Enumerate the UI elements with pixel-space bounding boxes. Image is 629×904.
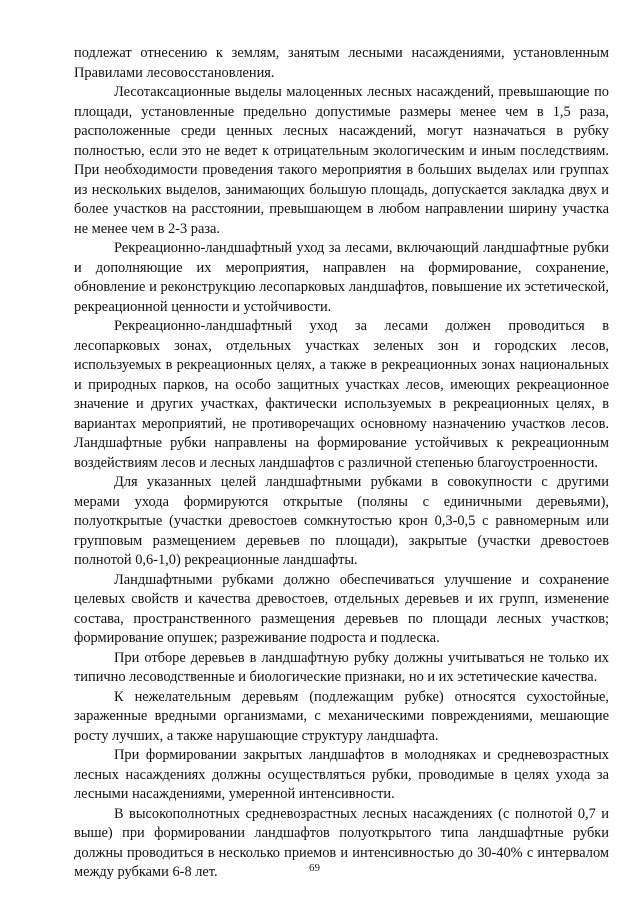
paragraph: Рекреационно-ландшафтный уход за лесами, включающий ландшафтные рубки и дополняющие их мероприятия, направлен на формирование, сохранение, обновление и реконструкцию лесопарковых ландшафтов, повышение их эстетической, рекреационной ценности и устойчивости. xyxy=(74,240,609,315)
paragraph: Рекреационно-ландшафтный уход за лесами должен проводиться в лесопарковых зонах, отдельных участках зеленых зон и городских лесов, используемых в рекреационных целях, а также в рекреационных зонах национальных и природных парков, на особо защитных участках лесов, имеющих рекреационное значение и других участках, фактически используемых в рекреационных целях, в вариантах мероприятий, не противоречащих основному назначению участков лесов. Ландшафтные рубки направлены на формирование устойчивых к рекреационным воздействиям лесов и лесных ландшафтов с различной степенью благоустроенности. xyxy=(74,318,609,471)
document-body xyxy=(74,44,609,883)
page-number: 69 xyxy=(309,862,320,874)
paragraph: В высокополнотных средневозрастных лесных насаждениях (с полнотой 0,7 и выше) при формировании ландшафтов полуоткрытого типа ландшафтные рубки должны проводиться в несколько приемов и интенсивностью до 30-40% с интервалом между рубками 6-8 лет. xyxy=(74,805,609,880)
paragraph: Ландшафтными рубками должно обеспечиваться улучшение и сохранение целевых свойств и качества древостоев, отдельных деревьев и их групп, изменение состава, пространственного размещения деревьев по площади лесных участков; формирование опушек; разреживание подроста и подлеска. xyxy=(74,571,609,646)
paragraph-continuation: подлежат отнесению к землям, занятым лесными насаждениями, установленным Правилами лесовосстановления. xyxy=(74,45,609,81)
paragraph: При отборе деревьев в ландшафтную рубку должны учитываться не только их типично лесоводственные и биологические признаки, но и их эстетические качества. xyxy=(74,649,609,685)
paragraph: Для указанных целей ландшафтными рубками в совокупности с другими мерами ухода формируются открытые (поляны с единичными деревьями), полуоткрытые (участки древостоев сомкнутостью крон 0,3-0,5 с равномерным или групповым размещением деревьев по площади), закрытые (участки древостоев полнотой 0,6-1,0) рекреационные ландшафты. xyxy=(74,474,609,568)
paragraph: К нежелательным деревьям (подлежащим рубке) относятся сухостойные, зараженные вредными организмами, с механическими повреждениями, мешающие росту лучших, а также нарушающие структуру ландшафта. xyxy=(74,688,609,744)
paragraph: При формировании закрытых ландшафтов в молодняках и средневозрастных лесных насаждениях должны осуществляться рубки, проводимые в целях ухода за лесными насаждениями, умеренной интенсивности. xyxy=(74,747,609,802)
paragraph: Лесотаксационные выделы малоценных лесных насаждений, превышающие по площади, установленные предельно допустимые размеры менее чем в 1,5 раза, расположенные среди ценных лесных насаждений, могут назначаться в рубку полностью, если это не ведет к отрицательным экологическим и иным последствиям. При необходимости проведения такого мероприятия в больших выделах или группах из нескольких выделов, занимающих большую площадь, допускается закладка двух и более участков на расстоянии, превышающем в любом направлении ширину участка не менее чем в 2-3 раза. xyxy=(74,84,609,237)
